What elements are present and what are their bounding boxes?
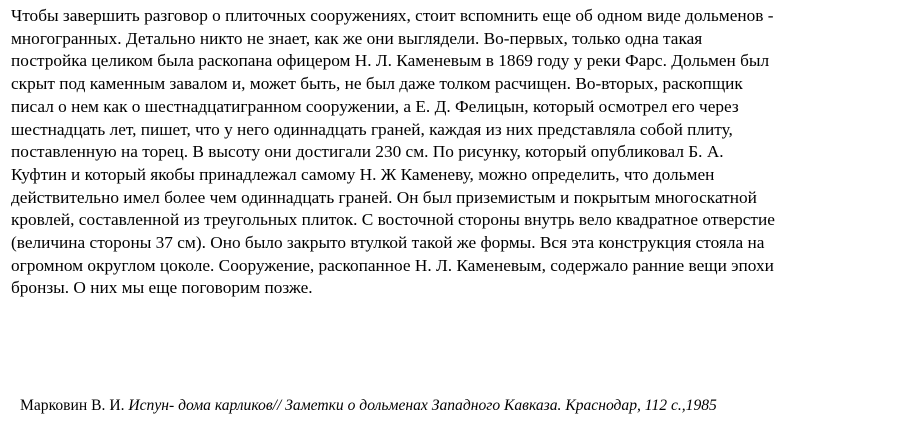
text-line: действительно имел более чем одиннадцать граней. Он был приземистым и покрытым многоскатной [11,187,757,207]
text-line: Чтобы завершить разговор о плиточных сооружениях, стоит вспомнить еще об одном виде дольменов - [11,6,774,25]
text-line: кровлей, составленной из треугольных плиток. С восточной стороны внутрь вело квадратное отверстие [11,210,775,230]
text-line: многогранных. Детально никто не знает, как же они выглядели. Во-первых, только одна такая [11,28,703,48]
text-line: Куфтин и который якобы принадлежал самому Н. Ж Каменеву, можно определить, что дольмен [11,164,715,184]
citation-title: Испун- дома карликов// Заметки о дольменах Западного Кавказа. Краснодар, 112 с.,1985 [128,397,717,414]
citation [20,396,717,416]
text-line: постройка целиком была раскопана офицером Н. Л. Каменевым в 1869 году у реки Фарс. Дольмен был [11,51,770,71]
text-line: скрыт под каменным завалом и, может быть, не был даже толком расчищен. Во-вторых, раскопщик [11,74,743,94]
text-line: огромном округлом цоколе. Сооружение, раскопанное Н. Л. Каменевым, содержало ранние вещи эпохи [11,255,774,275]
text-line: поставленную на торец. В высоту они достигали 230 см. По рисунку, который опубликовал Б. А. [11,142,724,162]
citation-author: Марковин В. И. [20,397,129,414]
text-line: (величина стороны 37 см). Оно было закрыто втулкой такой же формы. Вся эта конструкция стояла на [11,233,765,253]
text-line: бронзы. О них мы еще поговорим позже. [11,278,313,298]
text-line: писал о нем как о шестнадцатигранном сооружении, а Е. Д. Фелицын, который осмотрел его через [11,96,739,116]
text-line: шестнадцать лет, пишет, что у него одиннадцать граней, каждая из них представляла собой плиту, [11,119,733,139]
body-paragraph [11,5,911,300]
